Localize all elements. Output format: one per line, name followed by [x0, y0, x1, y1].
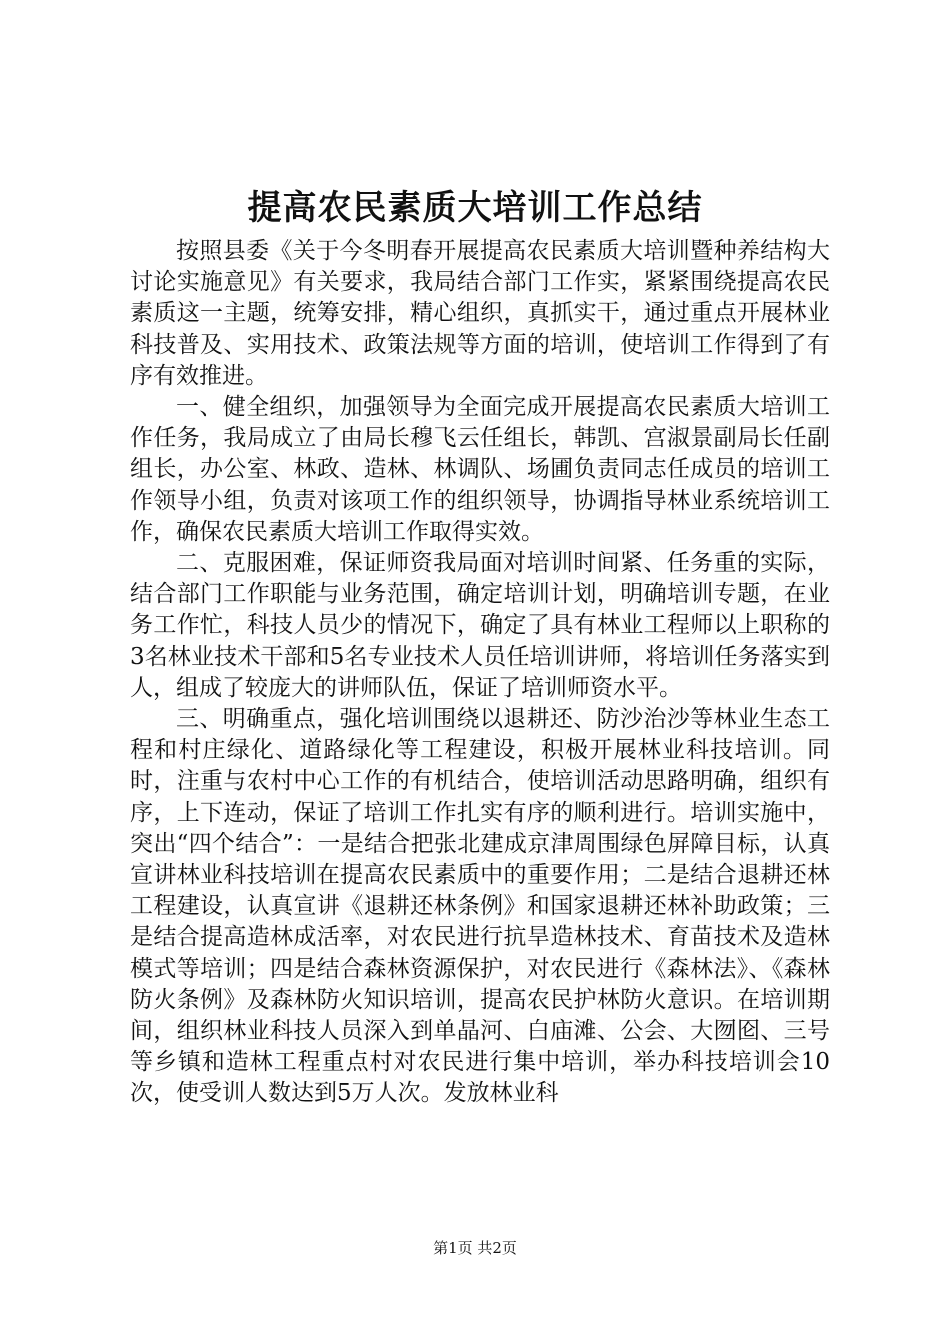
page-total: 共2页 [477, 1239, 517, 1257]
document-body [130, 236, 830, 1110]
page-number: 第1页 [433, 1239, 473, 1257]
page-footer [0, 1238, 950, 1258]
paragraph-section-1: 一、健全组织，加强领导为全面完成开展提高农民素质大培训工作任务，我局成立了由局长穆飞云任组长，韩凯、宫淑景副局长任副组长，办公室、林政、造林、林调队、场圃负责同志任成员的培训工作领导小组，负责对该项工作的组织领导，协调指导林业系统培训工作，确保农民素质大培训工作取得实效。 [130, 394, 830, 545]
paragraph-section-3: 三、明确重点，强化培训围绕以退耕还、防沙治沙等林业生态工程和村庄绿化、道路绿化等工程建设，积极开展林业科技培训。同时，注重与农村中心工作的有机结合，使培训活动思路明确，组织有序，上下连动，保证了培训工作扎实有序的顺利进行。培训实施中，突出“四个结合”：一是结合把张北建成京津周围绿色屏障目标，认真宣讲林业科技培训在提高农民素质中的重要作用；二是结合退耕还林工程建设，认真宣讲《退耕还林条例》和国家退耕还林补助政策；三是结合提高造林成活率，对农民进行抗旱造林技术、育苗技术及造林模式等培训；四是结合森林资源保护，对农民进行《森林法》、《森林防火条例》及森林防火知识培训，提高农民护林防火意识。在培训期间，组织林业科技人员深入到单晶河、白庙滩、公会、大囫囵、三号等乡镇和造林工程重点村对农民进行集中培训，举办科技培训会10次，使受训人数达到5万人次。发放林业科 [130, 706, 830, 1107]
paragraph-section-2: 二、克服困难，保证师资我局面对培训时间紧、任务重的实际，结合部门工作职能与业务范围，确定培训计划，明确培训专题，在业务工作忙，科技人员少的情况下，确定了具有林业工程师以上职称的3名林业技术干部和5名专业技术人员任培训讲师，将培训任务落实到人，组成了较庞大的讲师队伍，保证了培训师资水平。 [130, 550, 830, 701]
document-title: 提高农民素质大培训工作总结 [247, 188, 703, 228]
paragraph-intro: 按照县委《关于今冬明春开展提高农民素质大培训暨种养结构大讨论实施意见》有关要求，我局结合部门工作实，紧紧围绕提高农民素质这一主题，统筹安排，精心组织，真抓实干，通过重点开展林业科技普及、实用技术、政策法规等方面的培训，使培训工作得到了有序有效推进。 [130, 238, 830, 389]
